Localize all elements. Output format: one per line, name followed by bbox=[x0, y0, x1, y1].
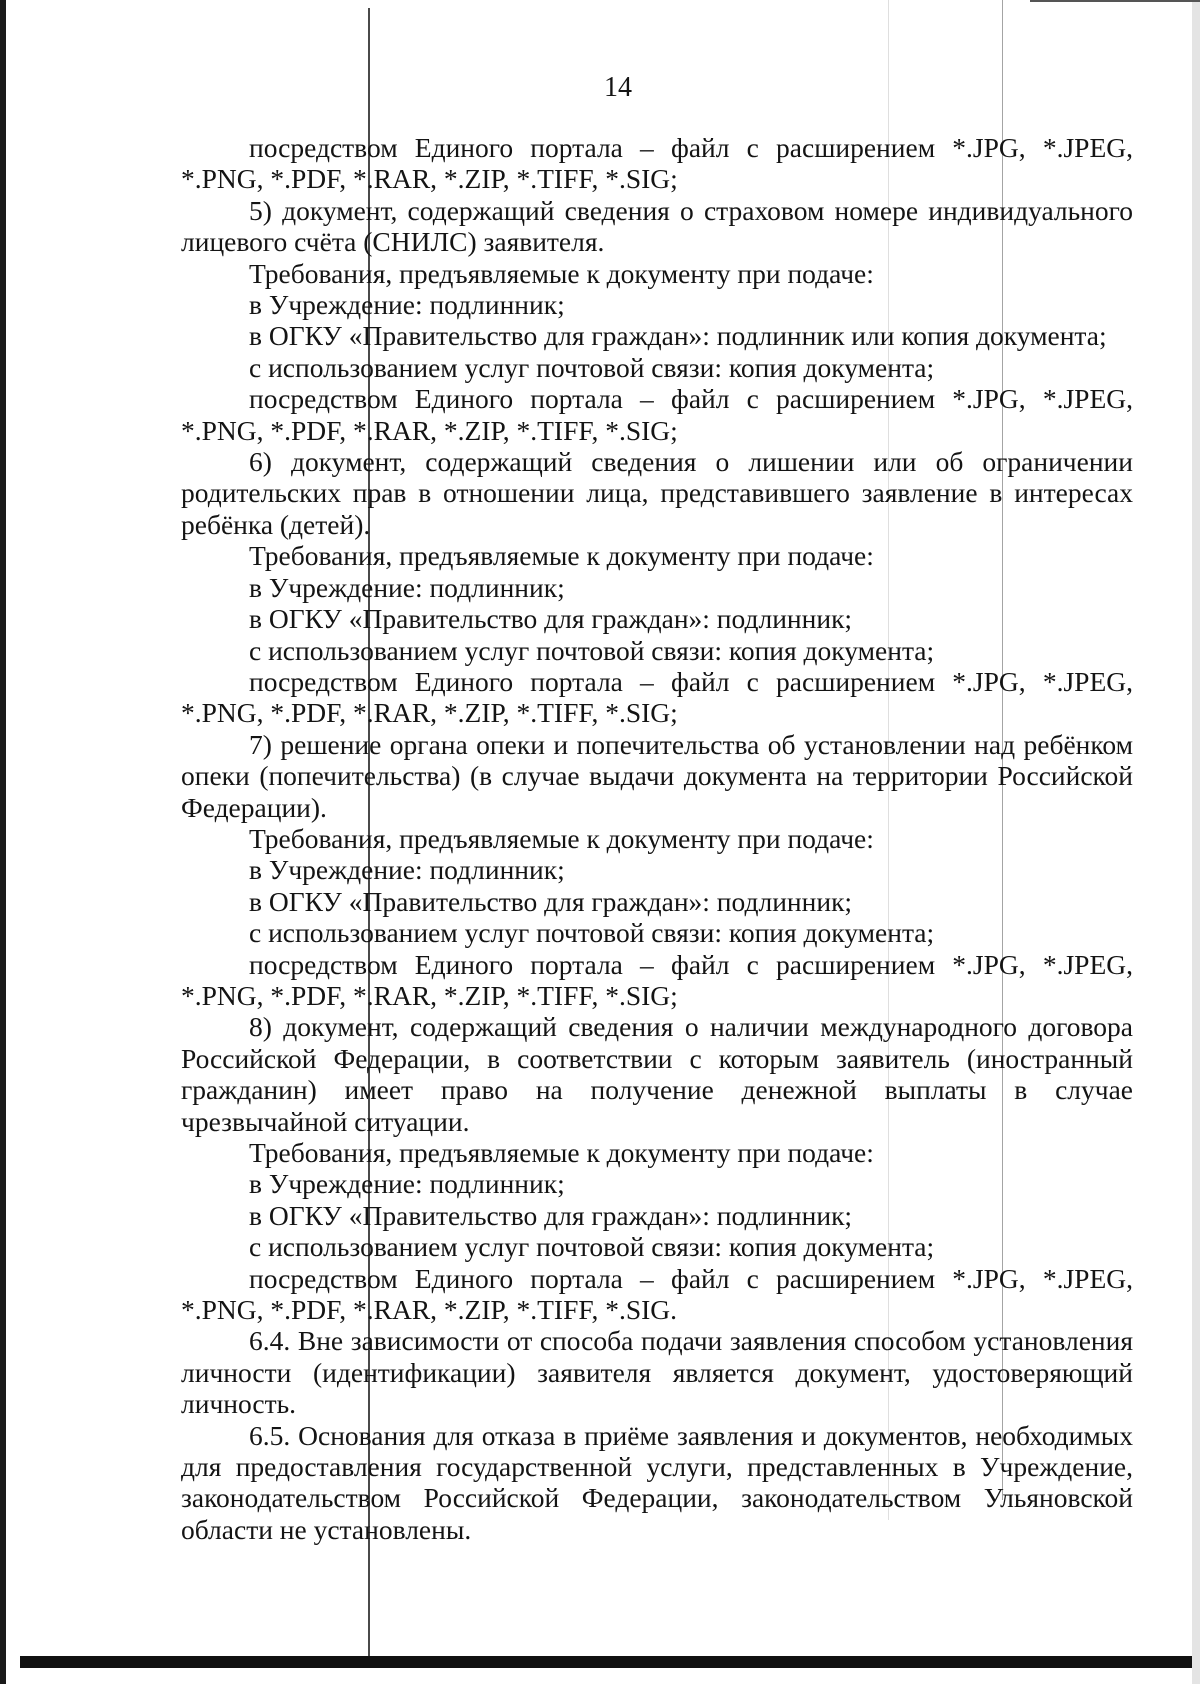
paragraph: в Учреждение: подлинник; bbox=[249, 571, 565, 603]
paragraph: в Учреждение: подлинник; bbox=[249, 854, 565, 886]
paragraph: Требования, предъявляемые к документу при подаче: bbox=[249, 257, 874, 289]
page-number: 14 bbox=[604, 72, 632, 103]
scan-left-edge bbox=[0, 0, 6, 1684]
paragraph: в ОГКУ «Правительство для граждан»: подлинник; bbox=[249, 1199, 853, 1231]
paragraph: в Учреждение: подлинник; bbox=[249, 1168, 565, 1200]
clause: 6.5. Основания для отказа в приёме заявления и документов, необходимых для предоставления государственной услуги, представленных в Учреждение, законодательством Российской Федерации, законодательством Ульяновской области не установлены. bbox=[181, 1419, 1133, 1545]
scan-right-edge bbox=[1192, 0, 1200, 1684]
paragraph: посредством Единого портала – файл с расширением *.JPG, *.JPEG, *.PNG, *.PDF, *.RAR, *.ZIP, *.TIFF, *.SIG; bbox=[181, 383, 1133, 446]
paragraph: в ОГКУ «Правительство для граждан»: подлинник; bbox=[249, 603, 853, 635]
list-item: 6) документ, содержащий сведения о лишении или об ограничении родительских прав в отношении лица, представившего заявление в интересах ребёнка (детей). bbox=[181, 446, 1133, 540]
paragraph: с использованием услуг почтовой связи: копия документа; bbox=[249, 1231, 935, 1263]
paragraph: посредством Единого портала – файл с расширением *.JPG, *.JPEG, *.PNG, *.PDF, *.RAR, *.ZIP, *.TIFF, *.SIG; bbox=[181, 948, 1133, 1011]
scan-top-edge bbox=[1030, 0, 1200, 2]
paragraph: Требования, предъявляемые к документу при подаче: bbox=[249, 1137, 874, 1168]
paragraph: с использованием услуг почтовой связи: копия документа; bbox=[249, 634, 935, 666]
paragraph: в ОГКУ «Правительство для граждан»: подлинник или копия документа; bbox=[249, 320, 1107, 352]
paragraph: в ОГКУ «Правительство для граждан»: подлинник; bbox=[249, 885, 853, 917]
clause: 6.4. Вне зависимости от способа подачи заявления способом установления личности (идентификации) заявителя является документ, удостоверяющий личность. bbox=[181, 1325, 1133, 1420]
list-item: 7) решение органа опеки и попечительства об установлении над ребёнком опеки (попечительства) (в случае выдачи документа на территории Российской Федерации). bbox=[181, 728, 1133, 823]
list-item: 8) документ, содержащий сведения о наличии международного договора Российской Федерации, в соответствии с которым заявитель (иностранный гражданин) имеет право на получение денежной выплаты в случае чрезвычайной ситуации. bbox=[181, 1011, 1133, 1137]
list-item: 5) документ, содержащий сведения о страховом номере индивидуального лицевого счёта (СНИЛС) заявителя. bbox=[181, 194, 1133, 258]
paragraph: посредством Единого портала – файл с расширением *.JPG, *.JPEG, *.PNG, *.PDF, *.RAR, *.ZIP, *.TIFF, *.SIG; bbox=[181, 132, 1133, 195]
paragraph: посредством Единого портала – файл с расширением *.JPG, *.JPEG, *.PNG, *.PDF, *.RAR, *.ZIP, *.TIFF, *.SIG; bbox=[181, 665, 1133, 729]
paragraph: с использованием услуг почтовой связи: копия документа; bbox=[249, 351, 935, 383]
paragraph: Требования, предъявляемые к документу при подаче: bbox=[249, 540, 874, 572]
paragraph: в Учреждение: подлинник; bbox=[249, 289, 565, 321]
paragraph: с использованием услуг почтовой связи: копия документа; bbox=[249, 917, 935, 949]
document-body bbox=[181, 132, 1133, 1545]
paragraph: Требования, предъявляемые к документу при подаче: bbox=[249, 822, 874, 854]
paragraph: посредством Единого портала – файл с расширением *.JPG, *.JPEG, *.PNG, *.PDF, *.RAR, *.ZIP, *.TIFF, *.SIG. bbox=[181, 1262, 1133, 1326]
scan-bottom-edge bbox=[20, 1656, 1192, 1668]
